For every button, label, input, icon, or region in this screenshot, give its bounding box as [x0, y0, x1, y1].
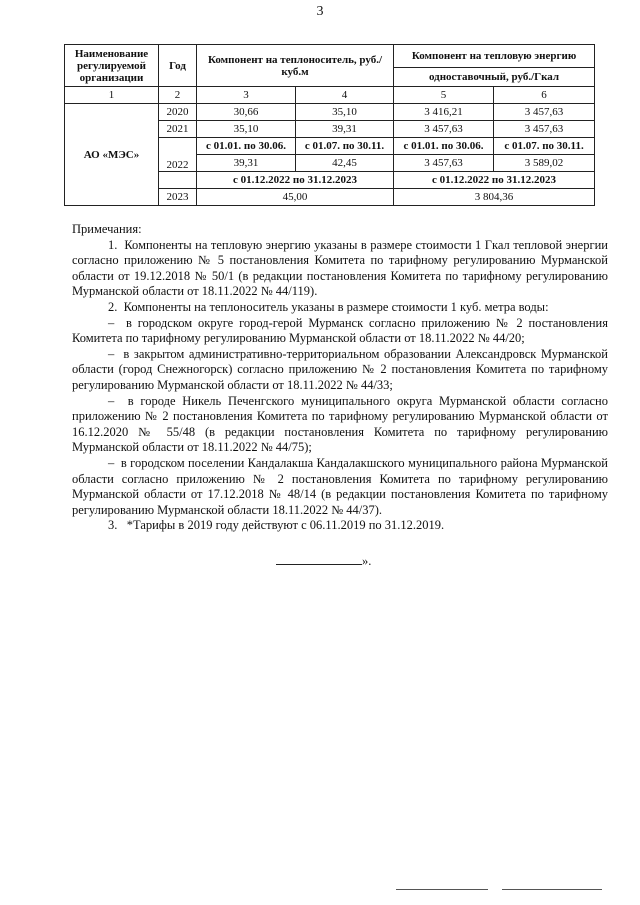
cell-year: 2021 [159, 121, 197, 138]
cell: 3 804,36 [394, 189, 595, 206]
period-cell: с 01.07. по 30.11. [296, 138, 394, 155]
period-cell: с 01.01. по 30.06. [197, 138, 296, 155]
cell: 39,31 [197, 155, 296, 172]
table-row [65, 104, 595, 121]
footer-rule [502, 889, 602, 890]
page-number: 3 [316, 4, 324, 19]
period-cell: с 01.12.2022 по 31.12.2023 [197, 172, 394, 189]
cell: 35,10 [296, 104, 394, 121]
closing-rule [276, 552, 362, 565]
cell: 3 457,63 [494, 104, 595, 121]
table-header-row [65, 45, 595, 68]
header-org: Наименование регулируемой организации [65, 45, 159, 87]
note-2: 2. Компоненты на теплоноситель указаны в размере стоимости 1 куб. метра воды: [108, 299, 549, 314]
note-2-item: – в закрытом административно-территориальном образовании Александровск Мурманской области (город Снежногорск) согласно приложению № 2 постановления Комитета по тарифному регулированию Мурманской области от 18.11.2022 № 44/33; [72, 346, 608, 392]
notes-title: Примечания: [72, 222, 142, 236]
header-carrier: Компонент на теплоноситель, руб./куб.м [197, 45, 394, 87]
colnum: 3 [197, 87, 296, 104]
cell: 45,00 [197, 189, 394, 206]
cell-year: 2020 [159, 104, 197, 121]
period-cell: с 01.12.2022 по 31.12.2023 [394, 172, 595, 189]
cell: 39,31 [296, 121, 394, 138]
cell: 3 589,02 [494, 155, 595, 172]
period-cell: с 01.01. по 30.06. [394, 138, 494, 155]
closing-mark: ». [362, 554, 372, 568]
colnum: 5 [394, 87, 494, 104]
note-2-item: – в городском округе город-герой Мурманск согласно приложению № 2 постановления Комитета по тарифному регулированию Мурманской области от 18.11.2022 № 44/20; [72, 315, 608, 346]
footer-rule [396, 889, 488, 890]
note-1: 1. Компоненты на тепловую энергию указаны в размере стоимости 1 Гкал тепловой энергии согласно приложению № 5 постановления Комитета по тарифному регулированию Мурманской области от 19.12.2018 № 50/1 (в редакции постановления Комитета по тарифному регулированию Мурманской области от 18.11.2022 № 44/119). [72, 237, 608, 299]
cell: 35,10 [197, 121, 296, 138]
header-year: Год [159, 45, 197, 87]
cell: 3 457,63 [494, 121, 595, 138]
cell: 30,66 [197, 104, 296, 121]
org-name: АО «МЭС» [65, 104, 159, 206]
table-colnum-row [65, 87, 595, 104]
header-energy-sub: одноставочный, руб./Гкал [394, 68, 595, 87]
colnum: 1 [65, 87, 159, 104]
cell: 3 457,63 [394, 121, 494, 138]
colnum: 6 [494, 87, 595, 104]
period-cell: с 01.07. по 30.11. [494, 138, 595, 155]
colnum: 2 [159, 87, 197, 104]
cell: 3 416,21 [394, 104, 494, 121]
cell: 3 457,63 [394, 155, 494, 172]
note-3: 3. *Тарифы в 2019 году действуют с 06.11.2019 по 31.12.2019. [108, 518, 445, 533]
colnum: 4 [296, 87, 394, 104]
note-2-item: – в городе Никель Печенгского муниципального округа Мурманской области согласно приложению № 2 постановления Комитета по тарифному регулированию Мурманской области от 16.12.2020 № 55/48 (в редакции постановления Комитета по тарифному регулированию Мурманской области от 18.11.2022 № 44/75); [72, 393, 608, 455]
cell-empty [159, 172, 197, 189]
cell: 42,45 [296, 155, 394, 172]
note-2-item: – в городском поселении Кандалакша Кандалакшского муниципального района Мурманской области согласно приложению № 2 постановления Комитета по тарифному регулированию Мурманской области от 17.12.2018 № 48/14 (в редакции постановления Комитета по тарифному регулированию Мурманской области 18.11.2022 № 44/37). [72, 455, 608, 517]
closing-line [276, 552, 371, 569]
cell-year: 2023 [159, 189, 197, 206]
notes-section [72, 222, 608, 534]
cell-year: 2022 [159, 138, 197, 172]
header-energy: Компонент на тепловую энергию [394, 45, 595, 68]
tariff-table [64, 44, 595, 206]
